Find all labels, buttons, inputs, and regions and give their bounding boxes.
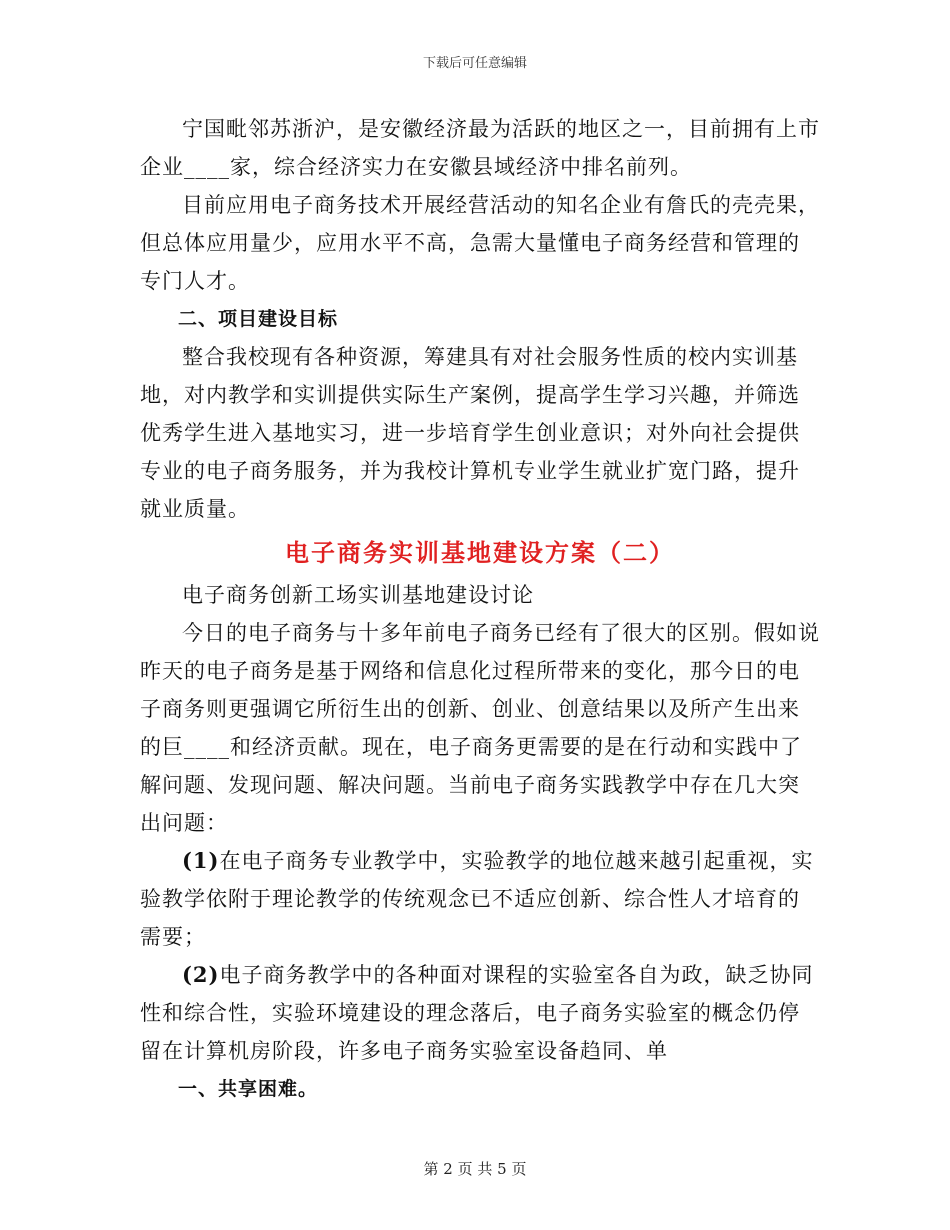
paragraph-subtitle: 电子商务创新工场实训基地建设讨论 [182,583,534,607]
paragraph-application: 目前应用电子商务技术开展经营活动的知名企业有詹氏的壳壳果，但总体应用量少，应用水平不高，急需大量懂电子商务经营和管理的专门人才。 [140,193,820,293]
paragraph-ningguo: 宁国毗邻苏浙沪，是安徽经济最为活跃的地区之一，目前拥有上市企业____家，综合经济实力在安徽县域经济中排名前列。 [140,117,820,179]
list-item-2-number: (2) [182,962,220,987]
heading-project-goal: 二、项目建设目标 [178,308,339,330]
section-title: 电子商务实训基地建设方案（二） [285,539,675,567]
paragraph-today-ecommerce: 今日的电子商务与十多年前电子商务已经有了很大的区别。假如说昨天的电子商务是基于网络和信息化过程所带来的变化，那今日的电子商务则更强调它所衍生出的创新、创业、创意结果以及所产生出来的巨____和经济贡献。现在，电子商务更需要的是在行动和实践中了解问题、发现问题、解决问题。当前电子商务实践教学中存在几大突出问题： [140,621,820,835]
document-body [140,110,820,1108]
page-footer-number: 第 2 页 共 5 页 [423,1160,527,1178]
page-header-note: 下载后可任意编辑 [422,56,527,71]
list-item-1 [140,842,820,956]
list-item-2 [140,956,820,1070]
list-item-1-number: (1) [182,848,220,873]
list-item-1-text: 在电子商务专业教学中，实验教学的地位越来越引起重视，实验教学依附于理论教学的传统观念已不适应创新、综合性人才培育的需要； [140,849,814,949]
heading-share-difficulty: 一、共享困难。 [178,1078,319,1100]
paragraph-goal: 整合我校现有各种资源，筹建具有对社会服务性质的校内实训基地，对内教学和实训提供实际生产案例，提高学生学习兴趣，并筛选优秀学生进入基地实习，进一步培育学生创业意识；对外向社会提供专业的电子商务服务，并为我校计算机专业学生就业扩宽门路，提升就业质量。 [140,345,800,521]
list-item-2-text: 电子商务教学中的各种面对课程的实验室各自为政，缺乏协同性和综合性，实验环境建设的理念落后，电子商务实验室的概念仍停留在计算机房阶段，许多电子商务实验室设备趋同、单 [140,963,814,1063]
